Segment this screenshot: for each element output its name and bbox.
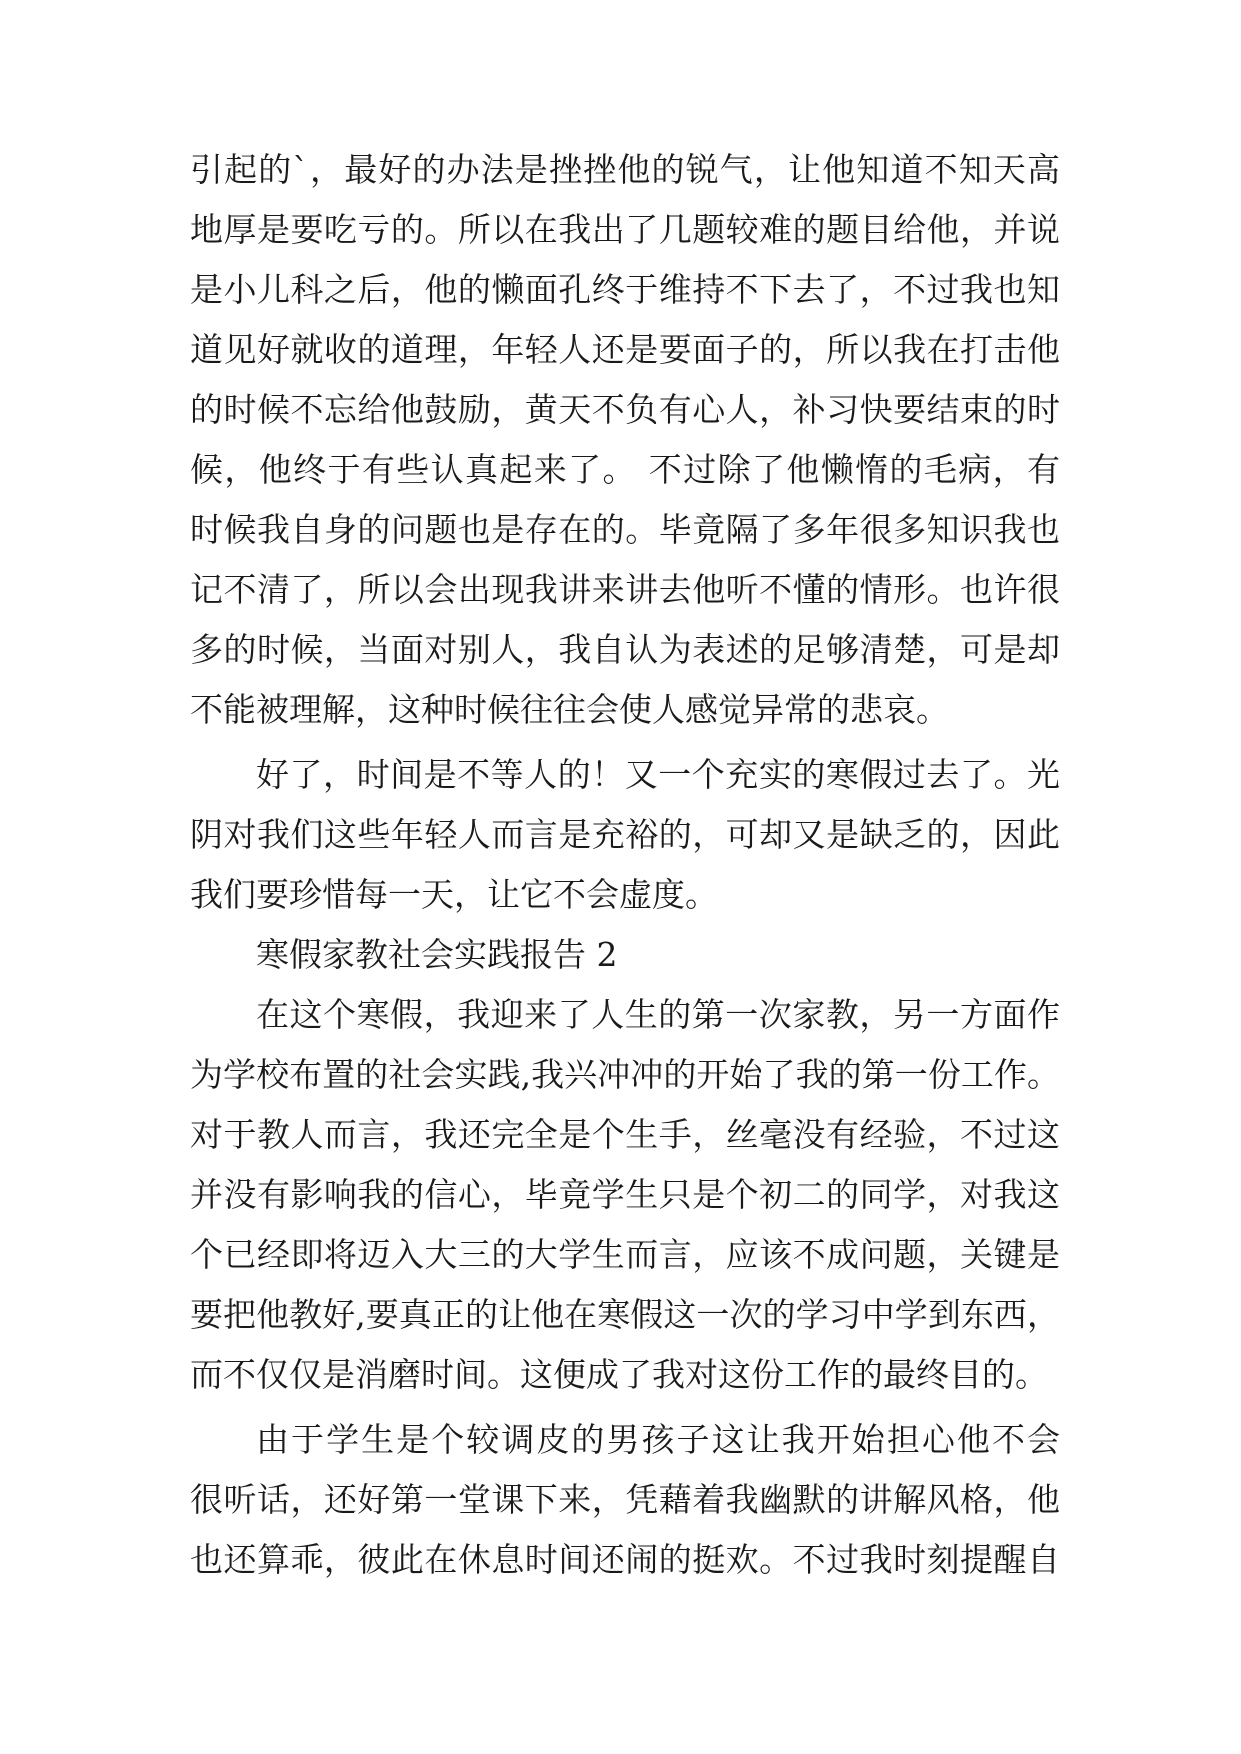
text-line: 不能被理解，这种时候往往会使人感觉异常的悲哀。 xyxy=(190,690,949,729)
text-line: 是小儿科之后，他的懒面孔终于维持不下去了，不过我也知 xyxy=(190,270,1060,309)
text-line: 引起的`，最好的办法是挫挫他的锐气，让他知道不知天高 xyxy=(190,150,1060,189)
text-line: 也还算乖，彼此在休息时间还闹的挺欢。不过我时刻提醒自 xyxy=(190,1540,1060,1579)
paragraph-first-line: 在这个寒假，我迎来了人生的第一次家教，另一方面作 xyxy=(256,995,1060,1034)
text-line: 并没有影响我的信心，毕竟学生只是个初二的同学，对我这 xyxy=(190,1175,1060,1214)
text-line: 候，他终于有些认真起来了。 不过除了他懒惰的毛病，有 xyxy=(190,450,1060,489)
text-line: 多的时候，当面对别人，我自认为表述的足够清楚，可是却 xyxy=(190,630,1060,669)
text-line: 我们要珍惜每一天，让它不会虚度。 xyxy=(190,875,718,914)
text-line: 个已经即将迈入大三的大学生而言，应该不成问题，关键是 xyxy=(190,1235,1060,1274)
text-line: 道见好就收的道理，年轻人还是要面子的，所以我在打击他 xyxy=(190,330,1060,369)
text-line: 时候我自身的问题也是存在的。毕竟隔了多年很多知识我也 xyxy=(190,510,1060,549)
text-line: 对于教人而言，我还完全是个生手，丝毫没有经验，不过这 xyxy=(190,1115,1060,1154)
text-line: 而不仅仅是消磨时间。这便成了我对这份工作的最终目的。 xyxy=(190,1355,1048,1394)
paragraph-first-line: 好了，时间是不等人的！又一个充实的寒假过去了。光 xyxy=(256,755,1060,794)
text-line: 很听话，还好第一堂课下来，凭藉着我幽默的讲解风格，他 xyxy=(190,1480,1060,1519)
text-line: 阴对我们这些年轻人而言是充裕的，可却又是缺乏的，因此 xyxy=(190,815,1060,854)
text-line: 要把他教好,要真正的让他在寒假这一次的学习中学到东西， xyxy=(190,1295,1060,1334)
text-line: 地厚是要吃亏的。所以在我出了几题较难的题目给他，并说 xyxy=(190,210,1060,249)
text-line: 记不清了，所以会出现我讲来讲去他听不懂的情形。也许很 xyxy=(190,570,1060,609)
paragraph-first-line: 由于学生是个较调皮的男孩子这让我开始担心他不会 xyxy=(256,1420,1060,1459)
section-heading: 寒假家教社会实践报告 2 xyxy=(256,935,618,974)
text-line: 的时候不忘给他鼓励，黄天不负有心人，补习快要结束的时 xyxy=(190,390,1060,429)
text-line: 为学校布置的社会实践,我兴冲冲的开始了我的第一份工作。 xyxy=(190,1055,1060,1094)
